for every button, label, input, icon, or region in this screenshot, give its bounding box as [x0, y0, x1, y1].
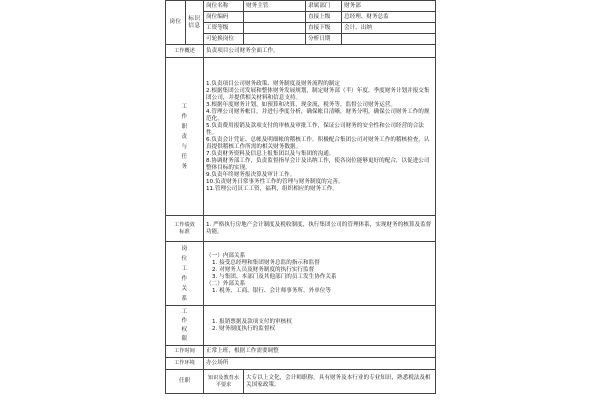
duties-label: 工作职责与任务 [166, 58, 204, 216]
job-title-value: 财务主管 [244, 1, 306, 12]
duty-item: 6.负责会计凭证、总帐及明细帐的稽核工作。积极配合集团公司对财务工作的稽核检查，认真提供稽核工作所需的相关财务数据。 [206, 136, 430, 150]
salary-grade-key: 工资等级 [204, 23, 244, 34]
duty-item: 9.负责年终财务报决算及审计工作。 [206, 171, 296, 178]
relation-line: （二）外部关系 [206, 280, 246, 287]
job-code-value [244, 12, 306, 23]
job-code-key: 岗位编码 [204, 12, 244, 23]
duty-item: 5.负责费用报销及款项支付的审核及审批工作，保证公司财务的安全性和公司经营的合法性。 [206, 122, 424, 136]
relations-label: 岗位工作关系 [166, 242, 204, 306]
duty-item: 11.管理公司员工工资，福利，组织相应的财务工作。 [206, 185, 338, 192]
rights-label: 工作权限 [166, 306, 204, 346]
job-description-table [165, 0, 436, 394]
right-line: 2. 财务制度执行的监督权 [212, 325, 276, 332]
right-line: 1. 报销票据及款项支付的审核权 [212, 318, 292, 325]
qualification-label: 任职 [166, 370, 204, 394]
rights-list [204, 306, 436, 346]
department-value: 财务部 [342, 1, 436, 12]
rotation-post-key: 可轮换岗位 [204, 34, 244, 45]
summary-text: 负责项目公司财务全面工作。 [204, 45, 436, 58]
relations-list [204, 242, 436, 306]
relation-line: （一）内部关系 [206, 252, 246, 259]
work-env-text: 办公场所 [204, 358, 436, 370]
work-time-text: 正常上班，根据工作需要调整 [204, 346, 436, 358]
relation-line: 1. 税务、工商、银行、会计师事务所、外单位等 [212, 287, 331, 294]
salary-grade-value [244, 23, 306, 34]
qualification-text: 大专以上文化，会计师职称，具有财务及本行业的专业知识，熟悉税法及相关国家政策。 [244, 370, 436, 394]
performance-label: 工作绩效标准 [166, 216, 204, 242]
direct-superior-key: 直接上级 [306, 12, 342, 23]
summary-label: 工作概述 [166, 45, 204, 58]
duty-item: 8.协调财务部工作，负责监督指导会计及出纳工作，使各岗位能够更好的配合，以促进公司整体目标的实现。 [206, 157, 430, 171]
duty-item: 4.管理公司财务帐目，并进行季度分析，确保帐目清晰，财务分明，确保公司财务工作的规范化。 [206, 108, 430, 122]
duty-item: 2.根据集团公司发展和整体财务发展规划，制定财务部（半）年度，季度财务计划并报交集团公司，并提供相关材料和信息支持。 [206, 87, 430, 101]
rotation-post-value [244, 34, 306, 45]
analysis-date-value [342, 34, 436, 45]
qualification-sub-label: 知识及教育水平要求 [204, 370, 244, 394]
job-title-key: 岗位名称 [204, 1, 244, 12]
duties-list [204, 58, 436, 216]
relation-line: 2. 对财务人员及财务制度的执行实行监督 [212, 266, 315, 273]
duty-item: 10.负责财务日常事务性工作的管理与财务制度的完善。 [206, 178, 344, 185]
performance-text: 1. 严格执行房地产会计制度及税收制度，执行集团公司的管理体系，实现财务的核算及监督功能。 [204, 216, 436, 242]
relation-line: 3. 与集团、本部门及其他部门的员工发生协作关系 [212, 273, 337, 280]
basic-info-section-label: 岗位 [166, 1, 186, 45]
duty-item: 3.根据年度财务计划，如预算和决算，现金流，税务等，监督公司财务运营。 [206, 101, 396, 108]
relation-line: 1. 接受总经理和集团财务总监的指示和监督 [212, 259, 320, 266]
analysis-date-key: 分析日期 [306, 34, 342, 45]
basic-info-sub-label: 标识信息 [186, 1, 204, 45]
department-key: 隶属部门 [306, 1, 342, 12]
work-time-label: 工作时间 [166, 346, 204, 358]
work-env-label: 工作环境 [166, 358, 204, 370]
direct-subordinate-value: 会计、出纳 [342, 23, 436, 34]
direct-superior-value: 总经理、财务总监 [342, 12, 436, 23]
duty-item: 7.负责财务资料及信息上报集团以及与集团的沟通。 [206, 150, 335, 157]
direct-subordinate-key: 直接下级 [306, 23, 342, 34]
duty-item: 1.负责项目公司财务政策、财务制度及财务流程的制定 [206, 80, 340, 87]
job-description-document [165, 0, 435, 400]
